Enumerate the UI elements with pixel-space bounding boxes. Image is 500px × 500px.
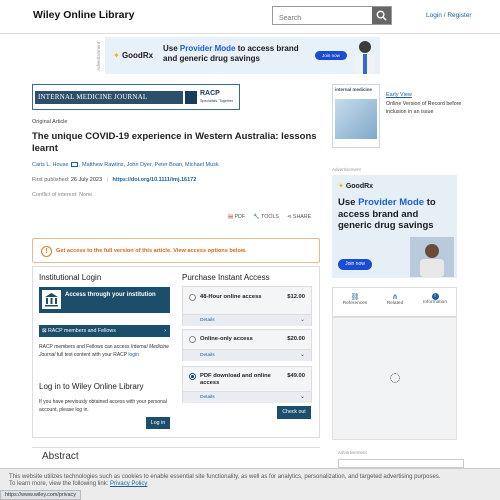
privacy-policy-link[interactable]: Privacy Policy <box>110 481 148 487</box>
author-link[interactable]: Caris L. House <box>32 162 69 168</box>
chevron-down-icon: ⌄ <box>299 394 305 400</box>
doi-link[interactable]: https://doi.org/10.1111/imj.16172 <box>112 177 197 183</box>
ad-headline: Use Provider Mode to access brand and generic drug savings <box>163 44 299 63</box>
radio-button[interactable] <box>189 294 196 301</box>
article-type: Original Article <box>32 119 68 125</box>
racp-icon: ⊠ <box>42 328 47 334</box>
search-input[interactable] <box>273 10 373 27</box>
status-bar-url: https://www.wiley.com/privacy <box>0 490 81 500</box>
early-view-desc: Online Version of Record before inclusion in an issue <box>386 101 462 115</box>
log-in-button[interactable]: Log in <box>146 417 170 429</box>
access-notice <box>32 238 320 263</box>
racp-crest-icon <box>185 91 197 104</box>
search-button[interactable] <box>372 7 391 24</box>
share-button[interactable]: ⋖ SHARE <box>286 214 312 220</box>
ad-label: Advertisement <box>96 42 101 71</box>
sidebar-tabs <box>332 287 457 317</box>
details-toggle[interactable]: Details ⌄ <box>183 391 311 403</box>
access-message: Get access to the full version of this article. <box>56 248 172 254</box>
purchase-option-online[interactable]: Online-only access $20.00 Details ⌄ <box>182 329 312 361</box>
chevron-down-icon: ⌄ <box>299 317 305 323</box>
racp-logo: RACP <box>200 90 220 97</box>
goodrx-logo: ✦ GoodRx <box>338 183 374 190</box>
tab-references[interactable]: ⛓ References <box>335 293 375 306</box>
goodrx-logo: ✦ GoodRx <box>113 51 154 60</box>
author-link[interactable]: Michael Musk <box>185 162 219 168</box>
wrench-icon: 🔧 <box>253 214 260 220</box>
sidebar-loading-panel <box>332 317 457 440</box>
cookie-text: This website utilizes technologies such as cookies to enable essential site functionality, as well as for analytics, personalization, and targeted advertising purposes. <box>9 474 441 480</box>
ad-join-button[interactable]: Join now <box>315 51 347 60</box>
purchase-option-48h[interactable]: 48-Hour online access $12.00 Details ⌄ <box>182 286 312 326</box>
racp-tagline: Specialists. Together <box>200 99 234 103</box>
early-view-link[interactable]: Early View <box>386 92 412 98</box>
share-icon: ⋖ <box>286 214 292 220</box>
email-icon[interactable] <box>71 162 78 167</box>
side-ad-headline: Use Provider Mode to access brand and generic drug savings <box>338 197 436 231</box>
references-icon: ⛓ <box>350 294 360 301</box>
journal-banner[interactable] <box>32 84 240 110</box>
pdf-icon: ▤ <box>228 214 234 220</box>
wol-login-heading: Log in to Wiley Online Library <box>39 382 144 391</box>
author-link[interactable]: Peter Boan <box>154 162 182 168</box>
chevron-down-icon: ⌄ <box>299 352 305 358</box>
author-link[interactable]: Matthew Rawlins <box>81 162 124 168</box>
side-ad2-label: Advertisement <box>338 450 367 455</box>
doctor-photo-icon <box>410 237 454 277</box>
details-toggle[interactable]: Details ⌄ <box>183 349 311 361</box>
institution-access-button[interactable]: Access through your institution <box>39 287 170 313</box>
tools-button[interactable]: 🔧 TOOLS <box>253 214 279 220</box>
info-icon: ! <box>41 246 52 257</box>
cookie-text-2: To learn more, view the following link: <box>9 481 111 487</box>
login-register-link[interactable]: Login / Register <box>426 12 472 19</box>
tab-related[interactable]: ⋔ Related <box>375 293 415 306</box>
journal-cover[interactable] <box>332 84 380 148</box>
institutional-login-heading: Institutional Login <box>39 273 102 282</box>
loading-spinner-icon <box>390 373 400 383</box>
racp-info: RACP members and Fellows can access Internal Medicine Journal full text content with your RACP login <box>39 344 169 358</box>
journal-name: INTERNAL MEDICINE JOURNAL <box>35 91 183 104</box>
racp-members-bar[interactable]: ⊠ RACP members and Fellows › <box>39 325 170 337</box>
institution-icon <box>42 290 61 309</box>
publish-date: 26 July 2023 <box>70 177 103 183</box>
top-ad-banner[interactable] <box>105 37 380 74</box>
article-title: The unique COVID-19 experience in Western Australia: lessons learnt <box>32 131 317 154</box>
side-ad[interactable] <box>332 175 457 278</box>
radio-button-selected[interactable] <box>189 373 196 380</box>
site-header <box>0 0 500 34</box>
pdf-button[interactable]: ▤ PDF <box>228 214 246 220</box>
article-tools <box>228 214 311 220</box>
tab-information[interactable]: i Information <box>423 293 447 305</box>
conflict-of-interest: Conflict of interest: None. <box>32 192 94 198</box>
abstract-section <box>32 447 320 467</box>
related-icon: ⋔ <box>392 294 398 301</box>
wol-login-text: If you have previously obtained access with your personal account, please log in. <box>39 399 167 413</box>
doctor-illustration-icon <box>350 37 380 74</box>
purchase-option-pdf[interactable]: PDF download and online access $49.00 Details ⌄ <box>182 366 312 403</box>
racp-login-link[interactable]: login <box>128 352 139 358</box>
author-link[interactable]: John Dyer <box>126 162 152 168</box>
access-options-link[interactable]: View access options below. <box>173 248 247 254</box>
radio-button[interactable] <box>189 336 196 343</box>
search-icon <box>376 10 387 21</box>
chevron-right-icon: › <box>164 328 166 334</box>
cover-image <box>335 99 377 139</box>
checkout-button[interactable]: Check out <box>277 406 311 419</box>
info-icon: i <box>432 293 439 300</box>
wiley-logo[interactable]: Wiley Online Library <box>33 9 135 21</box>
search-box <box>272 6 392 25</box>
author-list: Caris L. House , Matthew Rawlins, John Dyer, Peter Boan, Michael Musk <box>32 162 219 168</box>
side-ad2[interactable] <box>338 459 464 468</box>
purchase-heading: Purchase Instant Access <box>182 273 270 282</box>
publication-info: First published: 26 July 2023 | https://doi.org/10.1111/imj.16172 <box>32 177 197 183</box>
side-ad-join-button[interactable]: Join now <box>338 259 372 270</box>
side-ad-label: Advertisement <box>332 167 361 172</box>
abstract-heading: Abstract <box>42 451 79 462</box>
cover-title: internal medicine <box>335 87 373 92</box>
details-toggle[interactable]: Details ⌄ <box>183 314 311 326</box>
